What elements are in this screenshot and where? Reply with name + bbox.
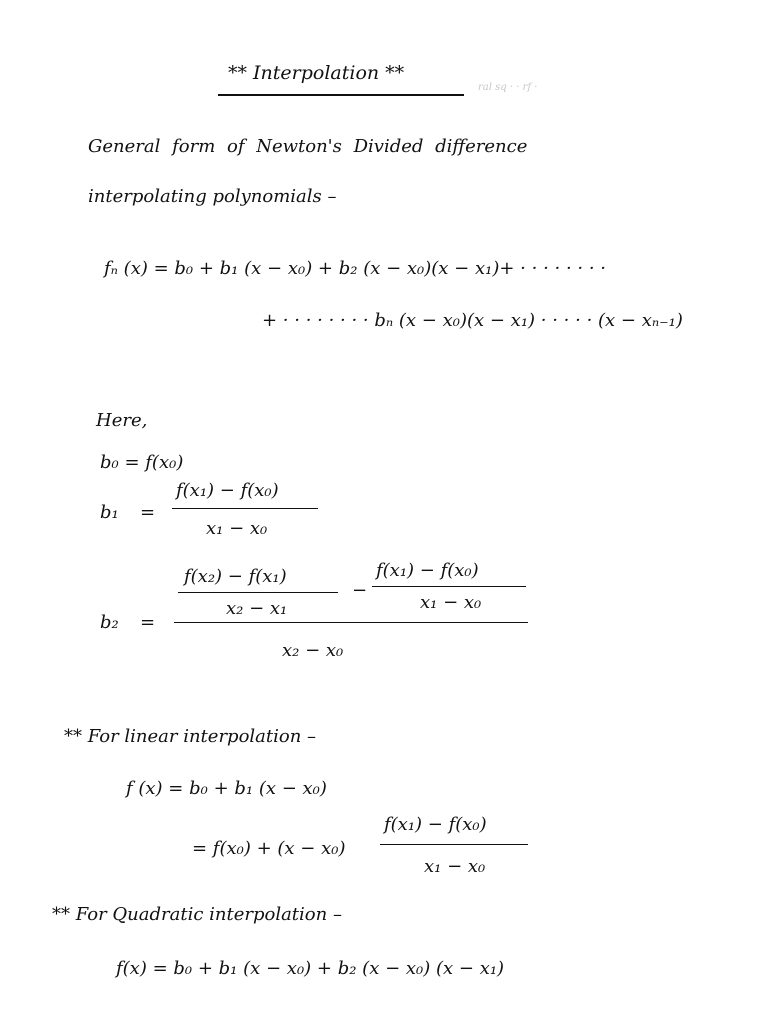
b1-label: b₁	[100, 502, 119, 523]
b2-label: b₂	[100, 612, 119, 633]
general-form-line-1: fₙ (x) = b₀ + b₁ (x − x₀) + b₂ (x − x₀)(x − x₁)+ · · · · · · · ·	[104, 258, 607, 279]
intro-line-1: General form of Newton's Divided difference	[88, 136, 528, 157]
b0-definition: b₀ = f(x₀)	[100, 452, 184, 473]
b2-equals: =	[140, 612, 156, 633]
linear-numerator: f(x₁) − f(x₀)	[384, 814, 487, 835]
b1-fraction-bar	[172, 508, 318, 509]
linear-fraction-bar	[380, 844, 528, 845]
intro-line-2: interpolating polynomials –	[88, 186, 337, 207]
linear-denominator: x₁ − x₀	[424, 856, 486, 877]
faint-bleed-text: ral sq · · rf ·	[478, 82, 538, 93]
quadratic-heading: ** For Quadratic interpolation –	[52, 904, 342, 925]
b2-right-numerator: f(x₁) − f(x₀)	[376, 560, 479, 581]
b2-left-denominator: x₂ − x₁	[226, 598, 288, 619]
b2-left-numerator: f(x₂) − f(x₁)	[184, 566, 287, 587]
b2-main-bar	[174, 622, 528, 623]
b2-right-bar	[372, 586, 526, 587]
linear-line-1: f (x) = b₀ + b₁ (x − x₀)	[126, 778, 327, 799]
here-label: Here,	[96, 410, 148, 431]
b1-numerator: f(x₁) − f(x₀)	[176, 480, 279, 501]
title-underline	[218, 94, 464, 96]
b2-inner-minus: −	[352, 580, 368, 601]
b2-left-bar	[178, 592, 338, 593]
b1-equals: =	[140, 502, 156, 523]
general-form-line-2: + · · · · · · · · bₙ (x − x₀)(x − x₁) · · · · · (x − xₙ₋₁)	[262, 310, 683, 331]
page-title: ** Interpolation **	[228, 62, 405, 84]
b2-main-denominator: x₂ − x₀	[282, 640, 344, 661]
b1-denominator: x₁ − x₀	[206, 518, 268, 539]
quadratic-line-1: f(x) = b₀ + b₁ (x − x₀) + b₂ (x − x₀) (x − x₁)	[116, 958, 505, 979]
linear-line-2-prefix: = f(x₀) + (x − x₀)	[192, 838, 346, 859]
linear-heading: ** For linear interpolation –	[64, 726, 317, 747]
b2-right-denominator: x₁ − x₀	[420, 592, 482, 613]
